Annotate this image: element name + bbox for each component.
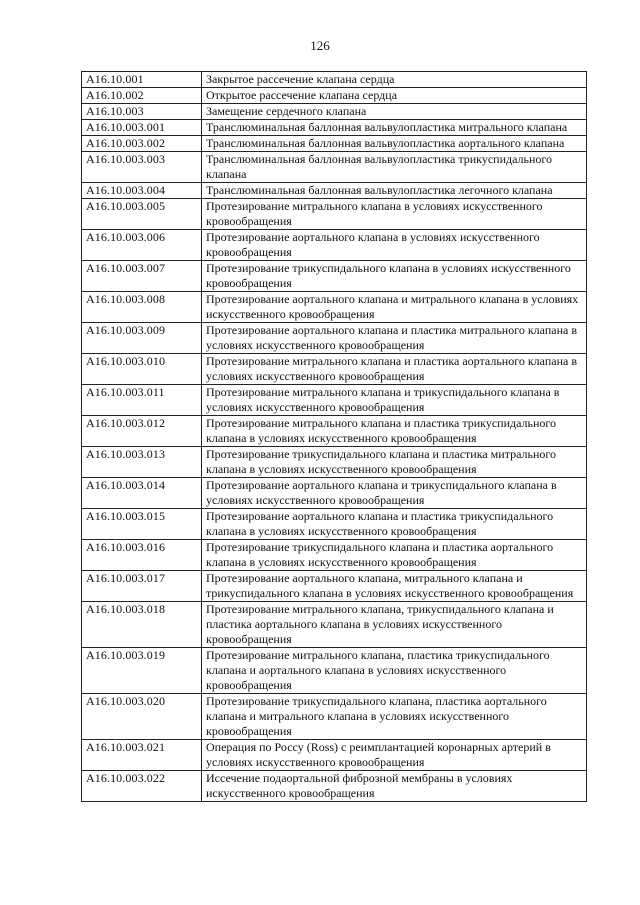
table-row [82, 104, 587, 120]
table-row [82, 88, 587, 104]
table-row [82, 152, 587, 183]
service-code-cell: A16.10.003.011 [82, 385, 202, 416]
table-row [82, 602, 587, 648]
service-name-cell: Протезирование митрального клапана и пластика аортального клапана в условиях искусственного кровообращения [202, 354, 587, 385]
table-row [82, 136, 587, 152]
service-code-cell: A16.10.002 [82, 88, 202, 104]
service-code-cell: A16.10.003 [82, 104, 202, 120]
table-row [82, 261, 587, 292]
table-row [82, 478, 587, 509]
service-code-cell: A16.10.003.013 [82, 447, 202, 478]
service-code-cell: A16.10.003.008 [82, 292, 202, 323]
table-row [82, 183, 587, 199]
service-name-cell: Транслюминальная баллонная вальвулопластика аортального клапана [202, 136, 587, 152]
service-name-cell: Протезирование митрального клапана, трикуспидального клапана и пластика аортального клапана в условиях искусственного кровообращения [202, 602, 587, 648]
table-row [82, 292, 587, 323]
service-name-cell: Протезирование аортального клапана в условиях искусственного кровообращения [202, 230, 587, 261]
service-code-cell: A16.10.003.021 [82, 740, 202, 771]
service-name-cell: Транслюминальная баллонная вальвулопластика легочного клапана [202, 183, 587, 199]
table-row [82, 447, 587, 478]
service-code-cell: A16.10.003.015 [82, 509, 202, 540]
table-row [82, 385, 587, 416]
table-row [82, 416, 587, 447]
table-row [82, 354, 587, 385]
service-name-cell: Протезирование аортального клапана и трикуспидального клапана в условиях искусственного кровообращения [202, 478, 587, 509]
service-code-cell: A16.10.003.019 [82, 648, 202, 694]
service-code-cell: A16.10.003.007 [82, 261, 202, 292]
service-name-cell: Протезирование аортального клапана и пластика митрального клапана в условиях искусственного кровообращения [202, 323, 587, 354]
service-code-cell: A16.10.003.022 [82, 771, 202, 802]
page-number: 126 [310, 38, 330, 53]
service-name-cell: Протезирование аортального клапана и пластика трикуспидального клапана в условиях искусственного кровообращения [202, 509, 587, 540]
table-row [82, 323, 587, 354]
service-codes-table [81, 71, 587, 802]
table-row [82, 120, 587, 136]
service-name-cell: Транслюминальная баллонная вальвулопластика трикуспидального клапана [202, 152, 587, 183]
table-row [82, 540, 587, 571]
service-name-cell: Протезирование митрального клапана и пластика трикуспидального клапана в условиях искусственного кровообращения [202, 416, 587, 447]
service-name-cell: Протезирование трикуспидального клапана, пластика аортального клапана и митрального клапана в условиях искусственного кровообращения [202, 694, 587, 740]
service-code-cell: A16.10.003.005 [82, 199, 202, 230]
service-code-cell: A16.10.003.016 [82, 540, 202, 571]
table-row [82, 509, 587, 540]
service-name-cell: Иссечение подаортальной фиброзной мембраны в условиях искусственного кровообращения [202, 771, 587, 802]
table-body [82, 72, 587, 802]
service-code-cell: A16.10.003.004 [82, 183, 202, 199]
table-row [82, 694, 587, 740]
service-name-cell: Замещение сердечного клапана [202, 104, 587, 120]
table-row [82, 199, 587, 230]
service-code-cell: A16.10.003.010 [82, 354, 202, 385]
service-code-cell: A16.10.003.006 [82, 230, 202, 261]
service-name-cell: Протезирование митрального клапана в условиях искусственного кровообращения [202, 199, 587, 230]
table-row [82, 571, 587, 602]
service-code-cell: A16.10.003.002 [82, 136, 202, 152]
table-row [82, 648, 587, 694]
table-row [82, 230, 587, 261]
service-code-cell: A16.10.003.012 [82, 416, 202, 447]
service-name-cell: Протезирование митрального клапана, пластика трикуспидального клапана и аортального клапана в условиях искусственного кровообращения [202, 648, 587, 694]
service-name-cell: Транслюминальная баллонная вальвулопластика митрального клапана [202, 120, 587, 136]
service-name-cell: Протезирование митрального клапана и трикуспидального клапана в условиях искусственного кровообращения [202, 385, 587, 416]
service-name-cell: Протезирование трикуспидального клапана в условиях искусственного кровообращения [202, 261, 587, 292]
service-name-cell: Закрытое рассечение клапана сердца [202, 72, 587, 88]
service-name-cell: Протезирование трикуспидального клапана и пластика аортального клапана в условиях искусственного кровообращения [202, 540, 587, 571]
service-name-cell: Операция по Россу (Ross) с реимплантацией коронарных артерий в условиях искусственного кровообращения [202, 740, 587, 771]
service-name-cell: Протезирование аортального клапана и митрального клапана в условиях искусственного кровообращения [202, 292, 587, 323]
table-row [82, 771, 587, 802]
service-code-cell: A16.10.003.009 [82, 323, 202, 354]
service-name-cell: Открытое рассечение клапана сердца [202, 88, 587, 104]
table-row [82, 740, 587, 771]
service-code-cell: A16.10.001 [82, 72, 202, 88]
table-row [82, 72, 587, 88]
service-name-cell: Протезирование аортального клапана, митрального клапана и трикуспидального клапана в условиях искусственного кровообращения [202, 571, 587, 602]
service-code-cell: A16.10.003.001 [82, 120, 202, 136]
service-code-cell: A16.10.003.020 [82, 694, 202, 740]
service-code-cell: A16.10.003.014 [82, 478, 202, 509]
service-code-cell: A16.10.003.018 [82, 602, 202, 648]
service-name-cell: Протезирование трикуспидального клапана и пластика митрального клапана в условиях искусственного кровообращения [202, 447, 587, 478]
service-code-cell: A16.10.003.017 [82, 571, 202, 602]
service-code-cell: A16.10.003.003 [82, 152, 202, 183]
